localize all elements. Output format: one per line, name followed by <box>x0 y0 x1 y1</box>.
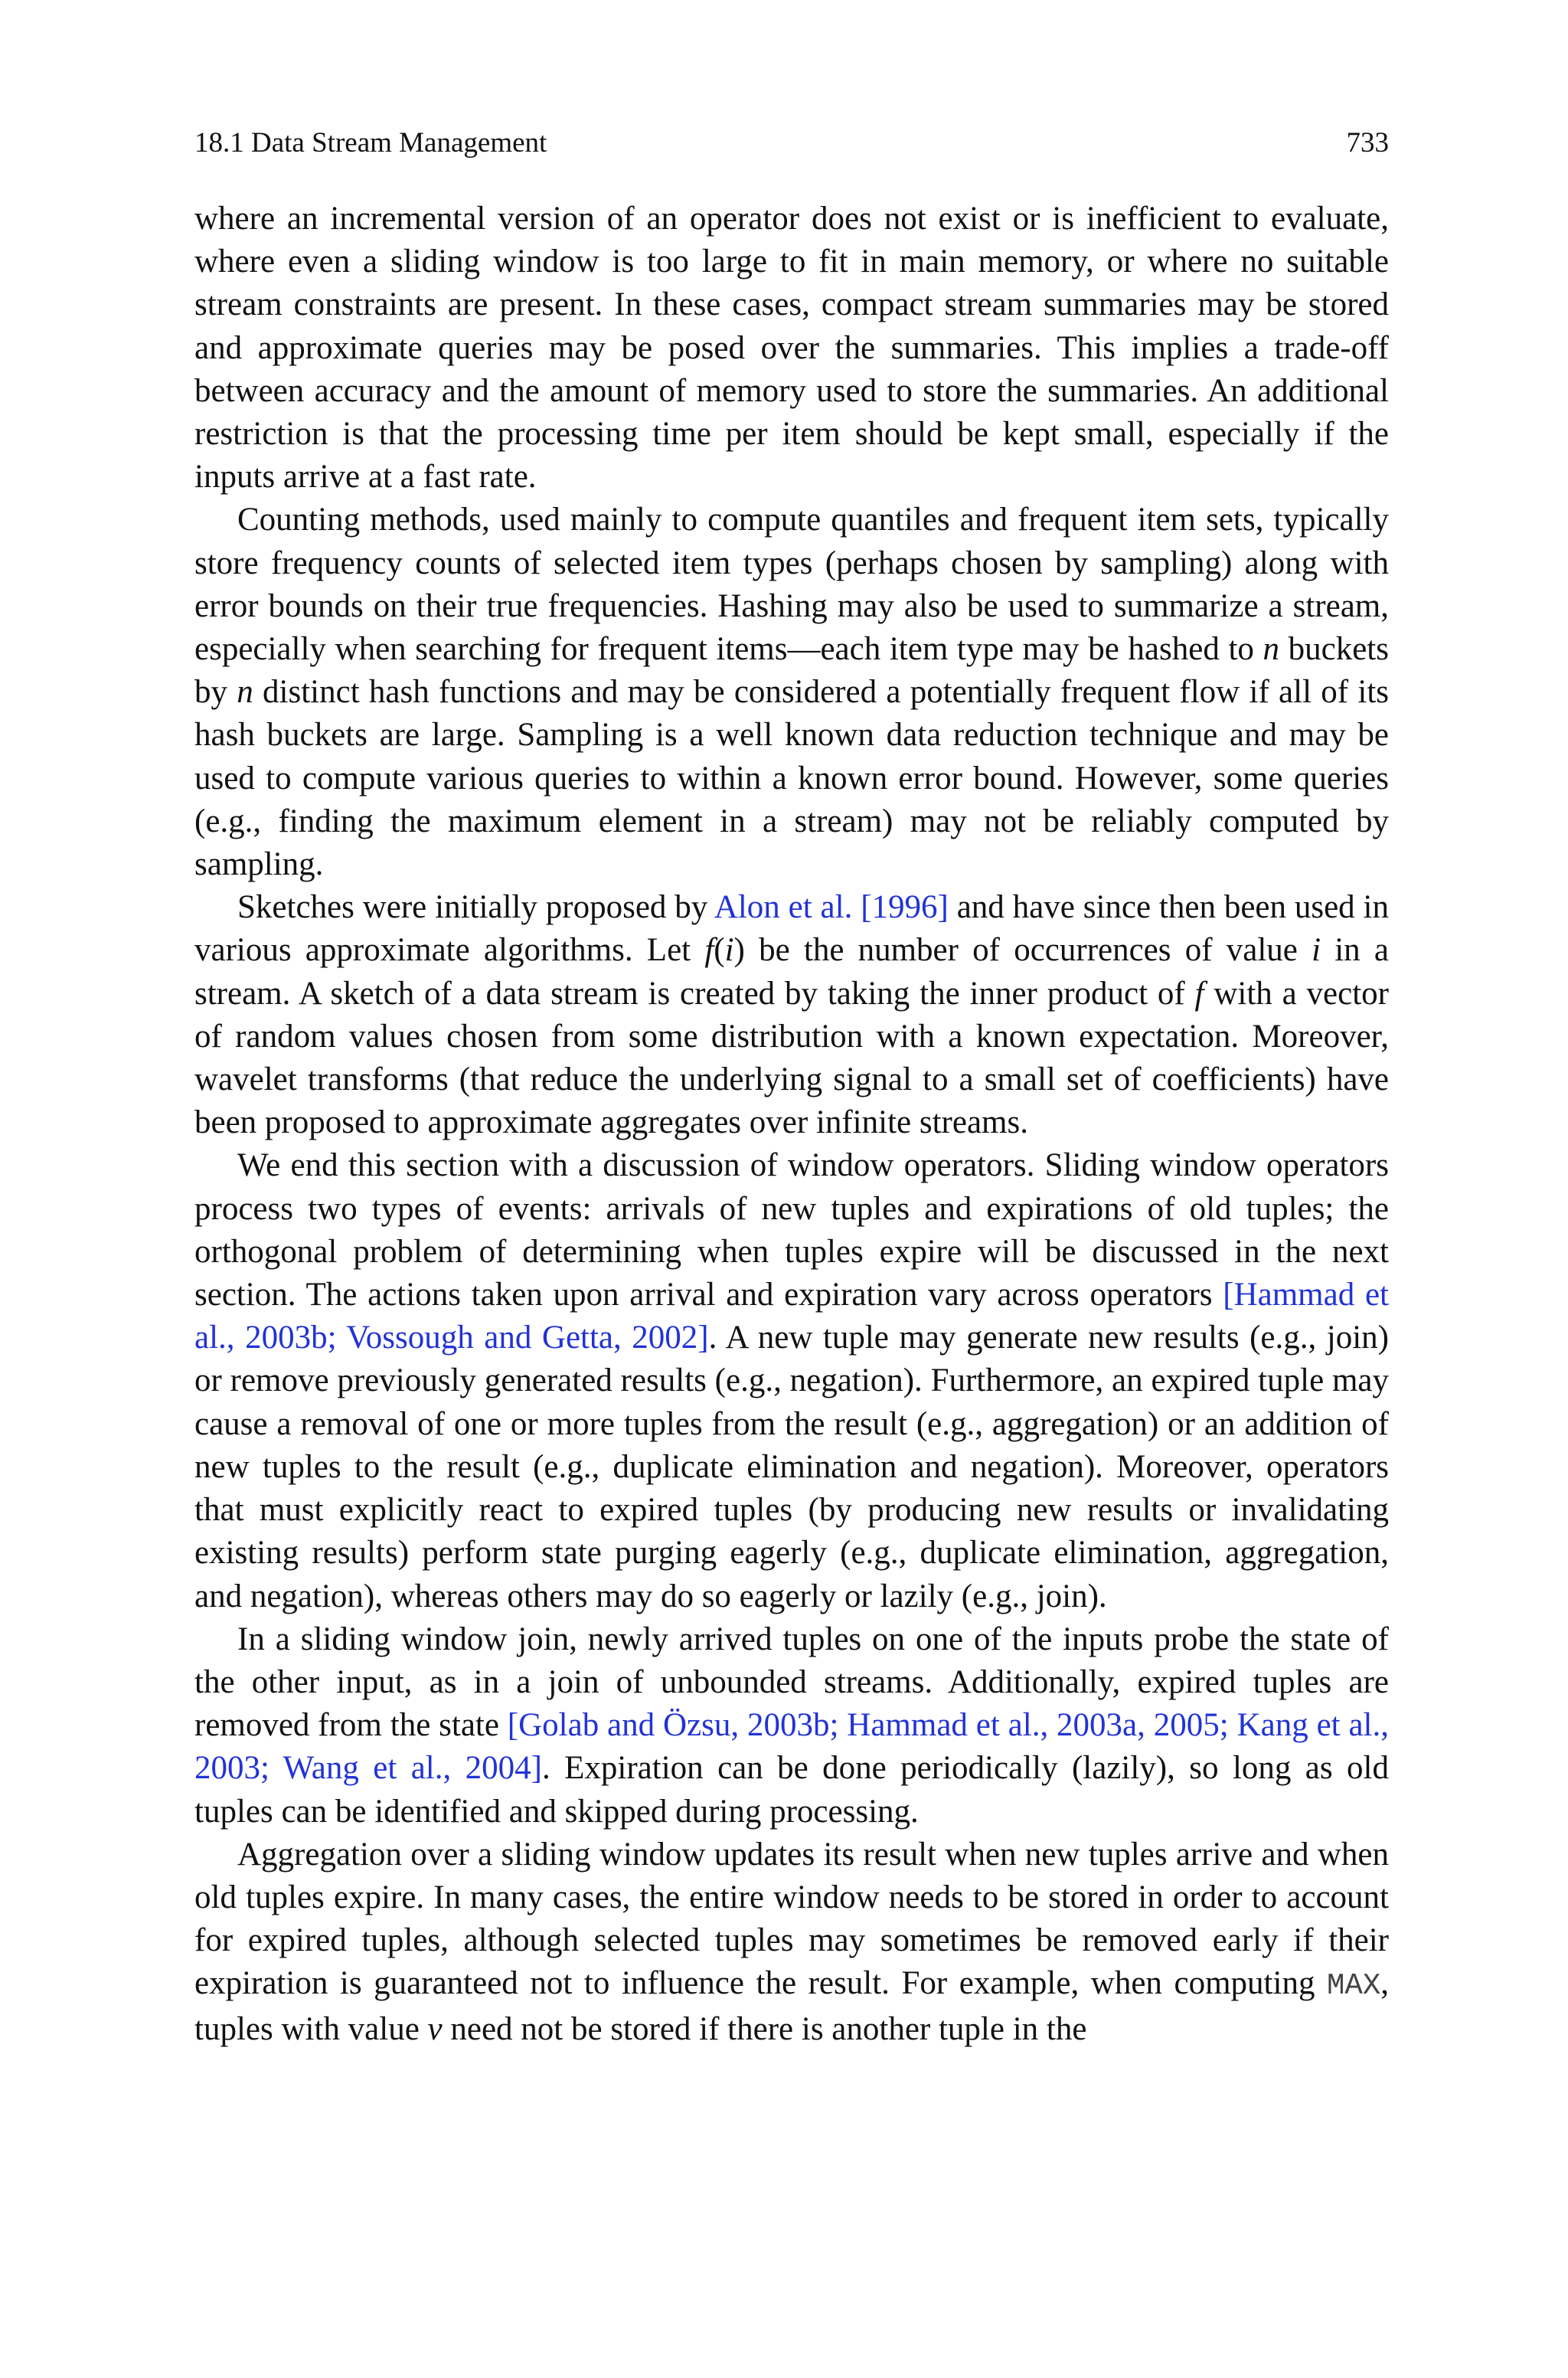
text-run: Counting methods, used mainly to compute quantiles and frequent item sets, typically store frequency counts of selected item types (perhaps chosen by sampling) along with error bounds on their true frequencies. Hashing may also be used to summarize a stream, especially when searching for frequent items—each item type may be hashed to <box>194 502 1389 668</box>
text-run: need not be stored if there is another tuple in the <box>442 2010 1087 2047</box>
text-run: . Expiration can be done periodically (lazily), so long as old tuples can be identified and skipped during processing. <box>194 1750 1389 1830</box>
paragraph-5 <box>194 1618 1389 1833</box>
text-run: ) be the number of occurrences of value <box>733 932 1312 969</box>
text-run: ( <box>714 932 725 969</box>
paragraph-4 <box>194 1144 1389 1617</box>
text-run: . A new tuple may generate new results (e.g., join) or remove previously generated results (e.g., negation). Furthermore, an expired tuple may cause a removal of one or more tuples from the result (e.g., aggregation) or an addition of new tuples to the result (e.g., duplicate elimination and negation). Moreover, operators that must explicitly react to expired tuples (by producing new results or invalidating existing results) perform state purging eagerly (e.g., duplicate elimination, aggregation, and negation), whereas others may do so eagerly or lazily (e.g., join). <box>194 1320 1390 1614</box>
text-run: distinct hash functions and may be considered a potentially frequent flow if all of its hash buckets are large. Sampling is a well known data reduction technique and may be used to compute various queries to within a known error bound. However, some queries (e.g., finding the maximum element in a stream) may not be reliably computed by sampling. <box>194 674 1389 883</box>
math-variable: v <box>427 2010 443 2047</box>
body-text <box>194 198 1389 2051</box>
text-run: in a stream. A sketch of a data stream is created by taking the inner product of <box>194 932 1389 1012</box>
citation-link[interactable]: Alon et al. [1996] <box>714 889 949 926</box>
text-run: Aggregation over a sliding window updates its result when new tuples arrive and when old tuples expire. In many cases, the entire window needs to be stored in order to account for expired tuples, although selected tuples may sometimes be removed early if their expiration is guaranteed not to influence the result. For example, when computing <box>194 1836 1389 2002</box>
paragraph-6 <box>194 1833 1389 2051</box>
text-run: buckets by <box>194 631 1389 711</box>
text-run: , tuples with value <box>194 1965 1389 2047</box>
text-run: with a vector of random values chosen from some distribution with a known expectation. Moreover, wavelet transforms (that reduce the underlying signal to a small set of coefficients) have been proposed to approximate aggregates over infinite streams. <box>194 975 1389 1141</box>
citation-link[interactable]: [Hammad et al., 2003b; Vossough and Getta, 2002] <box>194 1277 1389 1356</box>
code-keyword: MAX <box>1327 1969 1381 2003</box>
math-variable: n <box>1263 631 1280 668</box>
math-variable: i <box>1312 932 1321 969</box>
text-run: Sketches were initially proposed by <box>237 889 714 926</box>
paragraph-2 <box>194 499 1389 886</box>
text-run: In a sliding window join, newly arrived tuples on one of the inputs probe the state of the other input, as in a join of unbounded streams. Additionally, expired tuples are removed from the state <box>194 1621 1389 1744</box>
text-run: We end this section with a discussion of window operators. Sliding window operators process two types of events: arrivals of new tuples and expirations of old tuples; the orthogonal problem of determining when tuples expire will be discussed in the next section. The actions taken upon arrival and expiration vary across operators <box>194 1147 1389 1313</box>
math-variable: i <box>724 932 734 969</box>
section-title: 18.1 Data Stream Management <box>194 127 547 159</box>
math-variable: n <box>237 674 253 711</box>
page-number: 733 <box>1346 127 1389 159</box>
paragraph-1 <box>194 198 1389 499</box>
text-run: and have since then been used in various approximate algorithms. Let <box>194 889 1390 969</box>
text-run: where an incremental version of an operator does not exist or is inefficient to evaluate, where even a sliding window is too large to fit in main memory, or where no suitable stream constraints are present. In these cases, compact stream summaries may be stored and approximate queries may be posed over the summaries. This implies a trade-off between accuracy and the amount of memory used to store the summaries. An additional restriction is that the processing time per item should be kept small, especially if the inputs arrive at a fast rate. <box>194 201 1389 496</box>
math-variable: f <box>1194 975 1204 1012</box>
running-header <box>194 124 1389 162</box>
paragraph-3 <box>194 886 1389 1144</box>
citation-link[interactable]: [Golab and Özsu, 2003b; Hammad et al., 2003a, 2005; Kang et al., 2003; Wang et al., 2004] <box>194 1707 1389 1787</box>
math-variable: f <box>704 932 714 969</box>
